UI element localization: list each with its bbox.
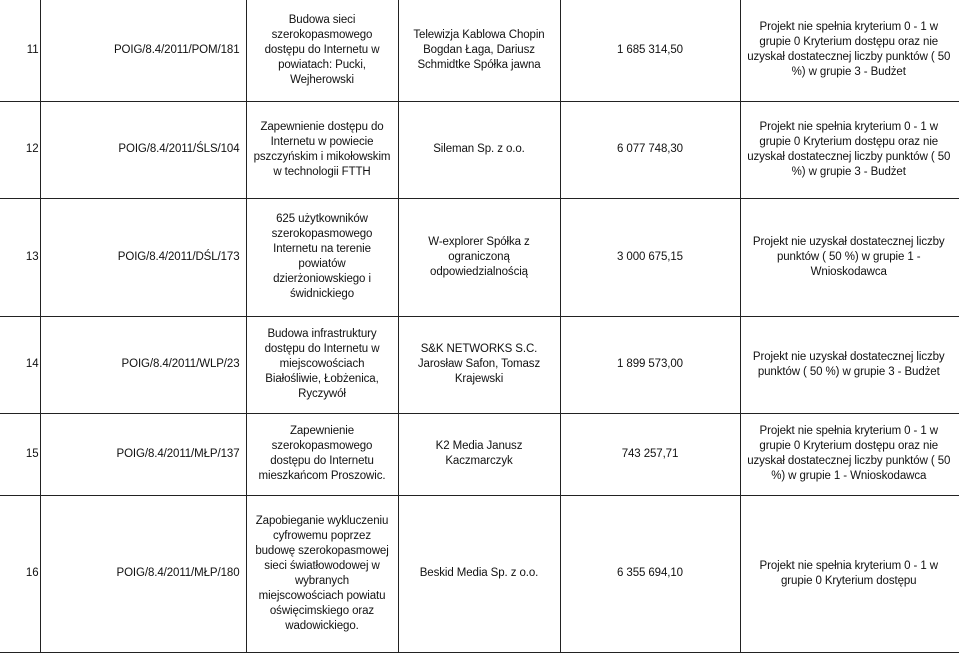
- project-id: POIG/8.4/2011/POM/181: [40, 0, 246, 101]
- beneficiary: W-explorer Spółka z ograniczoną odpowiedzialnością: [398, 198, 560, 316]
- project-id: POIG/8.4/2011/ŚLS/104: [40, 101, 246, 198]
- project-title: Budowa sieci szerokopasmowego dostępu do Internetu w powiatach: Pucki, Wejherowski: [246, 0, 398, 101]
- assessment-status: Projekt nie spełnia kryterium 0 - 1 w grupie 0 Kryterium dostępu oraz nie uzyskał dostatecznej liczby punktów ( 50 %) w grupie 3 - Budżet: [740, 101, 959, 198]
- beneficiary: K2 Media Janusz Kaczmarczyk: [398, 413, 560, 495]
- project-title: Zapewnienie dostępu do Internetu w powiecie pszczyńskim i mikołowskim w technologii FTTH: [246, 101, 398, 198]
- project-title: Zapewnienie szerokopasmowego dostępu do Internetu mieszkańcom Proszowic.: [246, 413, 398, 495]
- table-row: [0, 495, 959, 652]
- amount: 6 077 748,30: [560, 101, 740, 198]
- table-row: [0, 198, 959, 316]
- beneficiary: Sileman Sp. z o.o.: [398, 101, 560, 198]
- row-number: 13: [0, 198, 40, 316]
- table-row: [0, 0, 959, 101]
- amount: 6 355 694,10: [560, 495, 740, 652]
- amount: 1 899 573,00: [560, 316, 740, 413]
- row-number: 11: [0, 0, 40, 101]
- project-title: 625 użytkowników szerokopasmowego Internetu na terenie powiatów dzierżoniowskiego i świdnickiego: [246, 198, 398, 316]
- amount: 3 000 675,15: [560, 198, 740, 316]
- table-row: [0, 101, 959, 198]
- assessment-status: Projekt nie spełnia kryterium 0 - 1 w grupie 0 Kryterium dostępu oraz nie uzyskał dostatecznej liczby punktów ( 50 %) w grupie 3 - Budżet: [740, 0, 959, 101]
- project-id: POIG/8.4/2011/MŁP/180: [40, 495, 246, 652]
- assessment-status: Projekt nie spełnia kryterium 0 - 1 w grupie 0 Kryterium dostępu: [740, 495, 959, 652]
- project-id: POIG/8.4/2011/WLP/23: [40, 316, 246, 413]
- amount: 1 685 314,50: [560, 0, 740, 101]
- row-number: 14: [0, 316, 40, 413]
- amount: 743 257,71: [560, 413, 740, 495]
- table-row: [0, 316, 959, 413]
- row-number: 12: [0, 101, 40, 198]
- assessment-status: Projekt nie uzyskał dostatecznej liczby punktów ( 50 %) w grupie 3 - Budżet: [740, 316, 959, 413]
- project-id: POIG/8.4/2011/DŚL/173: [40, 198, 246, 316]
- assessment-status: Projekt nie spełnia kryterium 0 - 1 w grupie 0 Kryterium dostępu oraz nie uzyskał dostatecznej liczby punktów ( 50 %) w grupie 1 - Wnioskodawca: [740, 413, 959, 495]
- beneficiary: Beskid Media Sp. z o.o.: [398, 495, 560, 652]
- project-title: Zapobieganie wykluczeniu cyfrowemu poprzez budowę szerokopasmowej sieci światłowodowej w wybranych miejscowościach powiatu oświęcimskiego oraz wadowickiego.: [246, 495, 398, 652]
- table-row: [0, 413, 959, 495]
- assessment-status: Projekt nie uzyskał dostatecznej liczby punktów ( 50 %) w grupie 1 - Wnioskodawca: [740, 198, 959, 316]
- beneficiary: Telewizja Kablowa Chopin Bogdan Łaga, Dariusz Schmidtke Spółka jawna: [398, 0, 560, 101]
- beneficiary: S&K NETWORKS S.C. Jarosław Safon, Tomasz Krajewski: [398, 316, 560, 413]
- row-number: 16: [0, 495, 40, 652]
- project-id: POIG/8.4/2011/MŁP/137: [40, 413, 246, 495]
- project-title: Budowa infrastruktury dostępu do Internetu w miejscowościach Białośliwie, Łobżenica, Ryczywół: [246, 316, 398, 413]
- row-number: 15: [0, 413, 40, 495]
